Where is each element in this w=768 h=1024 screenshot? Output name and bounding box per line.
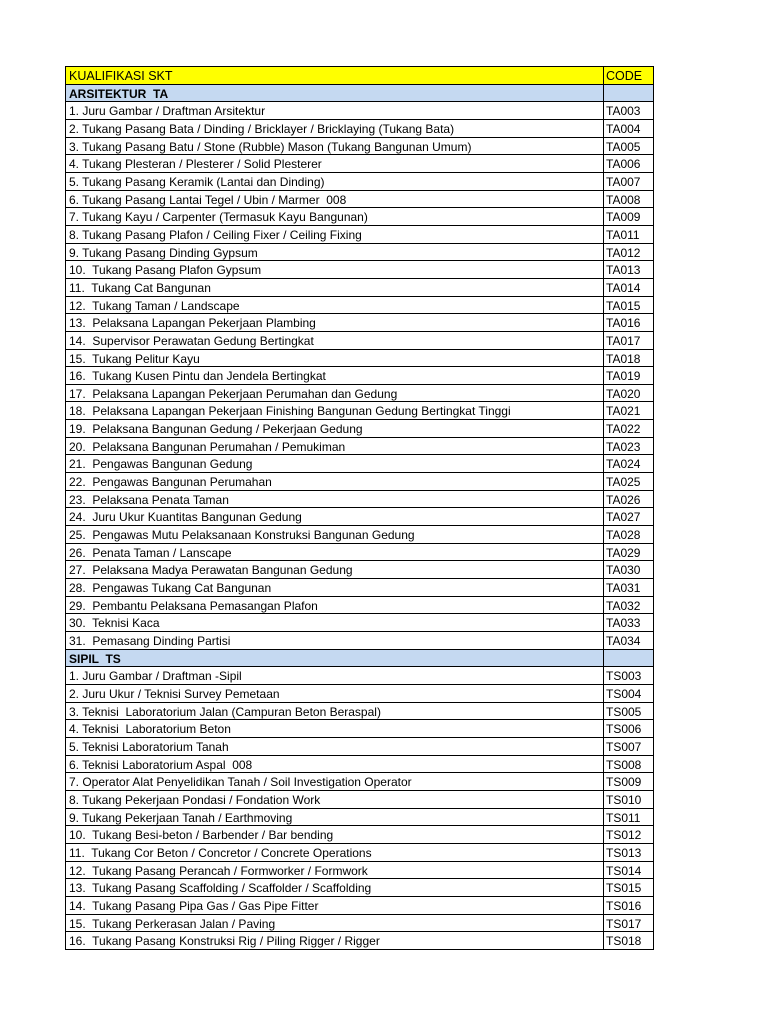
qualification-label: 5. Teknisi Laboratorium Tanah <box>66 738 604 756</box>
qualification-code: TA009 <box>604 208 654 226</box>
qualification-code: TS005 <box>604 703 654 721</box>
qualification-code: TS008 <box>604 756 654 774</box>
qualification-label: 27. Pelaksana Madya Perawatan Bangunan Gedung <box>66 561 604 579</box>
table-row <box>66 809 654 827</box>
qualification-code: TA016 <box>604 314 654 332</box>
table-row <box>66 102 654 120</box>
table-row <box>66 703 654 721</box>
qualification-code: TA032 <box>604 597 654 615</box>
table-row <box>66 862 654 880</box>
section-title: SIPIL TS <box>66 650 604 668</box>
qualification-label: 1. Juru Gambar / Draftman Arsitektur <box>66 102 604 120</box>
header-code-cell: CODE <box>604 67 654 85</box>
qualification-label: 10. Tukang Besi-beton / Barbender / Bar bending <box>66 826 604 844</box>
qualification-code: TS013 <box>604 844 654 862</box>
qualification-code: TS003 <box>604 667 654 685</box>
qualification-code: TA005 <box>604 138 654 156</box>
section-row <box>66 85 654 103</box>
qualification-label: 31. Pemasang Dinding Partisi <box>66 632 604 650</box>
qualification-code: TA025 <box>604 473 654 491</box>
qualification-label: 30. Teknisi Kaca <box>66 614 604 632</box>
table-row <box>66 385 654 403</box>
qualification-code: TA004 <box>604 120 654 138</box>
table-row <box>66 667 654 685</box>
qualification-label: 14. Supervisor Perawatan Gedung Bertingkat <box>66 332 604 350</box>
qualification-label: 14. Tukang Pasang Pipa Gas / Gas Pipe Fitter <box>66 897 604 915</box>
table-row <box>66 350 654 368</box>
table-row <box>66 826 654 844</box>
qualification-code: TA019 <box>604 367 654 385</box>
table-row <box>66 526 654 544</box>
table-row <box>66 438 654 456</box>
table-row <box>66 508 654 526</box>
qualification-label: 9. Tukang Pasang Dinding Gypsum <box>66 244 604 262</box>
table-row <box>66 208 654 226</box>
table-row <box>66 332 654 350</box>
qualification-label: 28. Pengawas Tukang Cat Bangunan <box>66 579 604 597</box>
table-row <box>66 297 654 315</box>
qualification-code: TA031 <box>604 579 654 597</box>
qualification-code: TS010 <box>604 791 654 809</box>
qualification-label: 11. Tukang Cat Bangunan <box>66 279 604 297</box>
table-row <box>66 720 654 738</box>
qualification-code: TA021 <box>604 402 654 420</box>
table-row <box>66 632 654 650</box>
qualification-label: 3. Teknisi Laboratorium Jalan (Campuran Beton Beraspal) <box>66 703 604 721</box>
qualification-code: TS016 <box>604 897 654 915</box>
qualification-label: 26. Penata Taman / Lanscape <box>66 544 604 562</box>
table-row <box>66 402 654 420</box>
qualification-label: 23. Pelaksana Penata Taman <box>66 491 604 509</box>
qualification-label: 6. Teknisi Laboratorium Aspal 008 <box>66 756 604 774</box>
qualification-label: 19. Pelaksana Bangunan Gedung / Pekerjaan Gedung <box>66 420 604 438</box>
qualification-code: TS006 <box>604 720 654 738</box>
qualification-label: 1. Juru Gambar / Draftman -Sipil <box>66 667 604 685</box>
qualification-label: 8. Tukang Pekerjaan Pondasi / Fondation Work <box>66 791 604 809</box>
qualification-code: TA034 <box>604 632 654 650</box>
qualification-label: 13. Pelaksana Lapangan Pekerjaan Plambing <box>66 314 604 332</box>
qualification-code: TA015 <box>604 297 654 315</box>
qualification-label: 13. Tukang Pasang Scaffolding / Scaffolder / Scaffolding <box>66 879 604 897</box>
table-row <box>66 138 654 156</box>
table-row <box>66 932 654 950</box>
qualification-label: 12. Tukang Taman / Landscape <box>66 297 604 315</box>
qualification-label: 4. Tukang Plesteran / Plesterer / Solid Plesterer <box>66 155 604 173</box>
table-row <box>66 261 654 279</box>
table-header-row <box>66 67 654 85</box>
table-row <box>66 915 654 933</box>
table-row <box>66 226 654 244</box>
qualification-code: TS007 <box>604 738 654 756</box>
qualification-label: 4. Teknisi Laboratorium Beton <box>66 720 604 738</box>
qualification-label: 5. Tukang Pasang Keramik (Lantai dan Dinding) <box>66 173 604 191</box>
qualification-code: TS014 <box>604 862 654 880</box>
qualification-label: 15. Tukang Perkerasan Jalan / Paving <box>66 915 604 933</box>
table-row <box>66 844 654 862</box>
table-row <box>66 544 654 562</box>
qualification-code: TS018 <box>604 932 654 950</box>
qualification-label: 8. Tukang Pasang Plafon / Ceiling Fixer / Ceiling Fixing <box>66 226 604 244</box>
qualification-code: TS011 <box>604 809 654 827</box>
qualification-code: TA014 <box>604 279 654 297</box>
qualification-code: TA011 <box>604 226 654 244</box>
qualification-code: TA024 <box>604 455 654 473</box>
qualification-code: TA003 <box>604 102 654 120</box>
qualification-code: TA007 <box>604 173 654 191</box>
qualification-label: 9. Tukang Pekerjaan Tanah / Earthmoving <box>66 809 604 827</box>
table-row <box>66 367 654 385</box>
qualification-label: 2. Juru Ukur / Teknisi Survey Pemetaan <box>66 685 604 703</box>
header-qualification-cell: KUALIFIKASI SKT <box>66 67 604 85</box>
qualification-label: 18. Pelaksana Lapangan Pekerjaan Finishing Bangunan Gedung Bertingkat Tinggi <box>66 402 604 420</box>
qualification-label: 15. Tukang Pelitur Kayu <box>66 350 604 368</box>
qualification-code: TA022 <box>604 420 654 438</box>
qualification-code: TA012 <box>604 244 654 262</box>
section-row <box>66 650 654 668</box>
table-row <box>66 561 654 579</box>
qualification-code: TS012 <box>604 826 654 844</box>
qualification-code: TA008 <box>604 191 654 209</box>
qualification-code: TA020 <box>604 385 654 403</box>
qualification-code: TS009 <box>604 773 654 791</box>
qualification-code: TA006 <box>604 155 654 173</box>
qualification-label: 11. Tukang Cor Beton / Concretor / Concrete Operations <box>66 844 604 862</box>
qualification-label: 20. Pelaksana Bangunan Perumahan / Pemukiman <box>66 438 604 456</box>
qualification-label: 17. Pelaksana Lapangan Pekerjaan Perumahan dan Gedung <box>66 385 604 403</box>
table-row <box>66 579 654 597</box>
table-row <box>66 173 654 191</box>
qualification-label: 10. Tukang Pasang Plafon Gypsum <box>66 261 604 279</box>
table-row <box>66 597 654 615</box>
qualification-code: TA028 <box>604 526 654 544</box>
table-row <box>66 773 654 791</box>
qualification-label: 16. Tukang Pasang Konstruksi Rig / Piling Rigger / Rigger <box>66 932 604 950</box>
qualification-code: TA017 <box>604 332 654 350</box>
table-row <box>66 473 654 491</box>
qualification-label: 16. Tukang Kusen Pintu dan Jendela Bertingkat <box>66 367 604 385</box>
table-row <box>66 420 654 438</box>
qualification-label: 22. Pengawas Bangunan Perumahan <box>66 473 604 491</box>
qualification-label: 25. Pengawas Mutu Pelaksanaan Konstruksi Bangunan Gedung <box>66 526 604 544</box>
table-row <box>66 455 654 473</box>
table-row <box>66 685 654 703</box>
qualification-label: 6. Tukang Pasang Lantai Tegel / Ubin / Marmer 008 <box>66 191 604 209</box>
table-row <box>66 879 654 897</box>
qualification-code: TS015 <box>604 879 654 897</box>
qualification-label: 12. Tukang Pasang Perancah / Formworker / Formwork <box>66 862 604 880</box>
qualification-code: TS017 <box>604 915 654 933</box>
qualification-code: TS004 <box>604 685 654 703</box>
qualification-code: TA026 <box>604 491 654 509</box>
table-row <box>66 279 654 297</box>
qualification-label: 21. Pengawas Bangunan Gedung <box>66 455 604 473</box>
qualification-label: 3. Tukang Pasang Batu / Stone (Rubble) Mason (Tukang Bangunan Umum) <box>66 138 604 156</box>
table-row <box>66 738 654 756</box>
table-row <box>66 791 654 809</box>
qualification-table <box>65 66 654 950</box>
section-code-cell <box>604 85 654 103</box>
section-title: ARSITEKTUR TA <box>66 85 604 103</box>
table-row <box>66 614 654 632</box>
qualification-code: TA030 <box>604 561 654 579</box>
qualification-code: TA018 <box>604 350 654 368</box>
qualification-label: 2. Tukang Pasang Bata / Dinding / Bricklayer / Bricklaying (Tukang Bata) <box>66 120 604 138</box>
table-row <box>66 244 654 262</box>
qualification-label: 7. Tukang Kayu / Carpenter (Termasuk Kayu Bangunan) <box>66 208 604 226</box>
qualification-code: TA013 <box>604 261 654 279</box>
qualification-code: TA023 <box>604 438 654 456</box>
table-row <box>66 155 654 173</box>
qualification-code: TA029 <box>604 544 654 562</box>
qualification-code: TA033 <box>604 614 654 632</box>
qualification-label: 24. Juru Ukur Kuantitas Bangunan Gedung <box>66 508 604 526</box>
section-code-cell <box>604 650 654 668</box>
table-row <box>66 897 654 915</box>
table-row <box>66 491 654 509</box>
table-row <box>66 191 654 209</box>
table-row <box>66 756 654 774</box>
table-row <box>66 120 654 138</box>
qualification-code: TA027 <box>604 508 654 526</box>
table-row <box>66 314 654 332</box>
qualification-label: 29. Pembantu Pelaksana Pemasangan Plafon <box>66 597 604 615</box>
qualification-label: 7. Operator Alat Penyelidikan Tanah / Soil Investigation Operator <box>66 773 604 791</box>
